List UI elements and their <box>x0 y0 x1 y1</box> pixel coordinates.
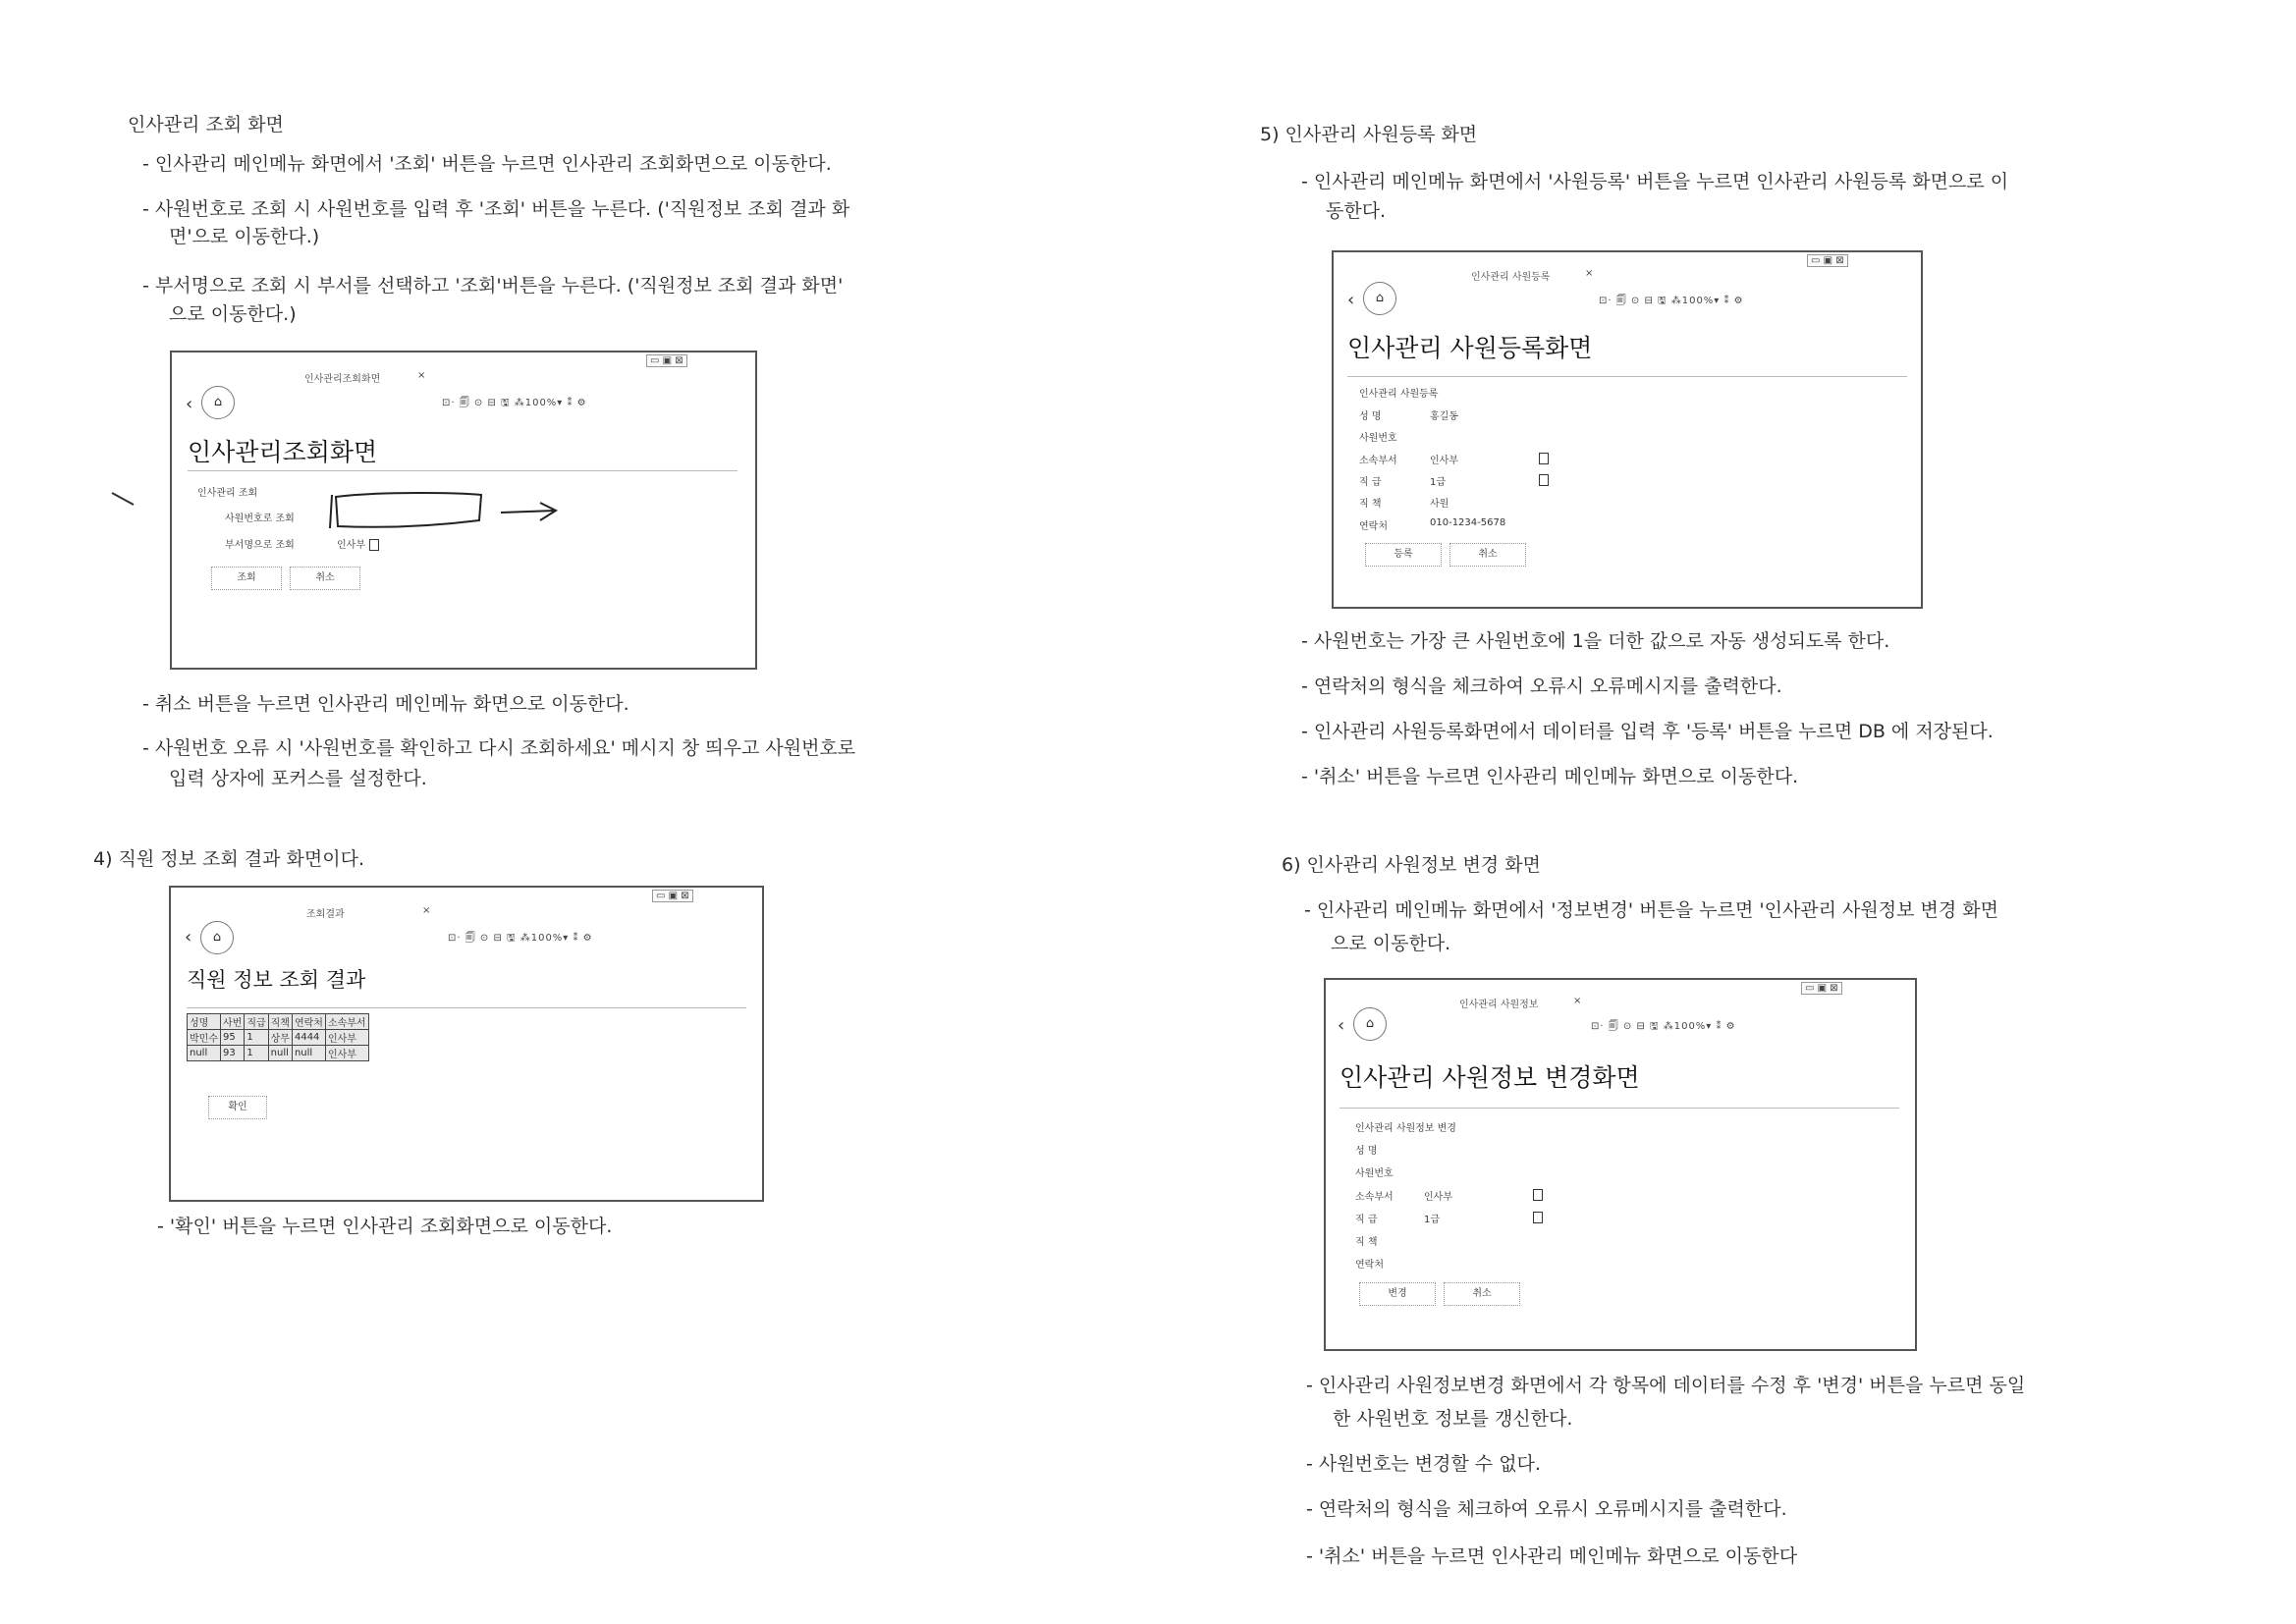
field-label: 직 책 <box>1359 499 1382 510</box>
position-input[interactable]: 사원 <box>1430 499 1449 510</box>
contact-input[interactable]: 010-1234-5678 <box>1430 517 1506 528</box>
bullet: - 인사관리 사원정보변경 화면에서 각 항목에 데이터를 수정 후 '변경' 버튼을 누르면 동일 <box>1306 1375 2026 1396</box>
cancel-button[interactable]: 취소 <box>1444 1282 1520 1306</box>
confirm-button[interactable]: 확인 <box>208 1096 267 1119</box>
table-cell: null <box>268 1046 292 1061</box>
rank-select[interactable]: 1급 <box>1430 477 1447 488</box>
dept-select[interactable]: 인사부 <box>1430 456 1458 466</box>
chevron-down-icon[interactable] <box>1533 1189 1543 1201</box>
bullet: - 인사관리 메인메뉴 화면에서 '조회' 버튼을 누르면 인사관리 조회화면으로 이동한다. <box>142 153 832 175</box>
form-section-label: 인사관리 조회 <box>197 488 258 499</box>
table-header-row <box>188 1014 369 1030</box>
browser-toolbar[interactable]: ⊡· 🗐 ⊙ ⊟ 🖫 ⁂100%▾ ⁑ ⚙ <box>1599 296 1744 306</box>
screenshot-results <box>169 886 764 1202</box>
bullet-cont: 으로 이동한다.) <box>169 303 297 325</box>
bullet: - '확인' 버튼을 누르면 인사관리 조회화면으로 이동한다. <box>157 1216 613 1237</box>
dept-select[interactable]: 인사부 <box>1424 1192 1452 1203</box>
column-header: 직급 <box>245 1014 268 1030</box>
column-header: 사번 <box>220 1014 244 1030</box>
screenshot-register <box>1332 250 1923 609</box>
table-row <box>188 1030 369 1046</box>
bullet: - '취소' 버튼을 누르면 인사관리 메인메뉴 화면으로 이동한다. <box>1301 766 1799 787</box>
search-by-id-label: 사원번호로 조회 <box>225 514 295 524</box>
bullet-cont: 면'으로 이동한다.) <box>169 226 320 247</box>
browser-toolbar[interactable]: ⊡· 🗐 ⊙ ⊟ 🖫 ⁂100%▾ ⁑ ⚙ <box>1591 1021 1736 1032</box>
handwritten-annotation-icon <box>324 483 619 552</box>
rank-select[interactable]: 1급 <box>1424 1215 1441 1225</box>
browser-tab[interactable]: 조회결과 <box>306 909 345 920</box>
home-icon[interactable]: ⌂ <box>1363 282 1396 315</box>
close-icon[interactable]: × <box>1585 268 1594 279</box>
column-header: 소속부서 <box>325 1014 368 1030</box>
home-icon[interactable]: ⌂ <box>1353 1007 1387 1041</box>
back-icon[interactable]: ‹ <box>185 927 192 947</box>
bullet: - 사원번호는 변경할 수 없다. <box>1306 1453 1541 1475</box>
window-controls[interactable]: ▭ ▣ ⊠ <box>1801 982 1842 995</box>
field-label: 사원번호 <box>1359 433 1397 444</box>
table-cell: 1 <box>245 1046 268 1061</box>
field-label: 직 급 <box>1359 477 1382 488</box>
bullet: - 인사관리 사원등록화면에서 데이터를 입력 후 '등록' 버튼을 누르면 DB 에 저장된다. <box>1301 721 1994 742</box>
window-controls[interactable]: ▭ ▣ ⊠ <box>646 354 687 367</box>
column-header: 성명 <box>188 1014 221 1030</box>
stray-mark <box>110 491 139 511</box>
close-icon[interactable]: × <box>422 905 431 916</box>
table-row <box>188 1046 369 1061</box>
bullet-cont: 으로 이동한다. <box>1331 933 1451 954</box>
field-label: 연락처 <box>1355 1260 1384 1271</box>
browser-toolbar[interactable]: ⊡· 🗐 ⊙ ⊟ 🖫 ⁂100%▾ ⁑ ⚙ <box>448 933 593 944</box>
table-cell: 1 <box>245 1030 268 1046</box>
back-icon[interactable]: ‹ <box>1347 290 1355 310</box>
section-heading: 5) 인사관리 사원등록 화면 <box>1260 124 1478 145</box>
results-table <box>187 1013 369 1061</box>
table-cell: 상무 <box>268 1030 292 1046</box>
column-header: 연락처 <box>292 1014 325 1030</box>
column-header: 직책 <box>268 1014 292 1030</box>
bullet: - 연락처의 형식을 체크하여 오류시 오류메시지를 출력한다. <box>1301 676 1782 697</box>
section-heading: 6) 인사관리 사원정보 변경 화면 <box>1282 854 1541 876</box>
home-icon[interactable]: ⌂ <box>200 921 234 954</box>
bullet: - 인사관리 메인메뉴 화면에서 '사원등록' 버튼을 누르면 인사관리 사원등록 화면으로 이 <box>1301 171 2009 192</box>
page-title: 인사관리 사원정보 변경화면 <box>1339 1063 1640 1092</box>
cancel-button[interactable]: 취소 <box>290 567 360 590</box>
browser-tab[interactable]: 인사관리조회화면 <box>304 374 381 385</box>
bullet: - 부서명으로 조회 시 부서를 선택하고 '조회'버튼을 누른다. ('직원정보 조회 결과 화면' <box>142 275 844 297</box>
bullet: - 사원번호는 가장 큰 사원번호에 1을 더한 값으로 자동 생성되도록 한다. <box>1301 630 1890 652</box>
close-icon[interactable]: × <box>1573 996 1582 1006</box>
section-heading: 4) 직원 정보 조회 결과 화면이다. <box>93 848 364 870</box>
bullet-cont: 동한다. <box>1326 200 1387 222</box>
field-label: 소속부서 <box>1359 456 1397 466</box>
bullet: - 인사관리 메인메뉴 화면에서 '정보변경' 버튼을 누르면 '인사관리 사원정보 변경 화면 <box>1304 899 1998 921</box>
field-label: 성 명 <box>1359 411 1382 422</box>
home-icon[interactable]: ⌂ <box>201 386 235 419</box>
screenshot-edit <box>1324 978 1917 1351</box>
update-button[interactable]: 변경 <box>1359 1282 1436 1306</box>
bullet-cont: 입력 상자에 포커스를 설정한다. <box>169 768 427 789</box>
table-cell: 인사부 <box>325 1046 368 1061</box>
table-cell: 93 <box>220 1046 244 1061</box>
section-heading: 인사관리 조회 화면 <box>128 114 284 135</box>
bullet-cont: 한 사원번호 정보를 갱신한다. <box>1333 1408 1573 1430</box>
browser-toolbar[interactable]: ⊡· 🗐 ⊙ ⊟ 🖫 ⁂100%▾ ⁑ ⚙ <box>442 398 587 408</box>
field-label: 사원번호 <box>1355 1168 1394 1179</box>
browser-tab[interactable]: 인사관리 사원등록 <box>1471 272 1551 283</box>
page-title: 직원 정보 조회 결과 <box>187 968 366 992</box>
form-section-label: 인사관리 사원정보 변경 <box>1355 1123 1456 1134</box>
field-label: 성 명 <box>1355 1146 1378 1157</box>
chevron-down-icon[interactable] <box>1539 474 1549 486</box>
cancel-button[interactable]: 취소 <box>1449 543 1526 567</box>
name-input[interactable]: 홍길동 <box>1430 411 1458 422</box>
table-cell: 95 <box>220 1030 244 1046</box>
page-title: 인사관리조회화면 <box>188 438 378 466</box>
window-controls[interactable]: ▭ ▣ ⊠ <box>1807 254 1848 267</box>
search-button[interactable]: 조회 <box>211 567 282 590</box>
table-cell: null <box>292 1046 325 1061</box>
close-icon[interactable]: × <box>417 370 426 381</box>
form-section-label: 인사관리 사원등록 <box>1359 389 1439 400</box>
bullet: - 연락처의 형식을 체크하여 오류시 오류메시지를 출력한다. <box>1306 1498 1787 1520</box>
bullet: - 사원번호 오류 시 '사원번호를 확인하고 다시 조회하세요' 메시지 창 띄우고 사원번호로 <box>142 737 856 759</box>
bullet: - 취소 버튼을 누르면 인사관리 메인메뉴 화면으로 이동한다. <box>142 693 629 715</box>
dept-select[interactable]: 인사부 <box>337 536 379 551</box>
browser-tab[interactable]: 인사관리 사원정보 <box>1459 1000 1539 1010</box>
page-title: 인사관리 사원등록화면 <box>1347 334 1593 362</box>
field-label: 소속부서 <box>1355 1192 1394 1203</box>
table-cell: 박민수 <box>188 1030 221 1046</box>
table-cell: null <box>188 1046 221 1061</box>
search-by-dept-label: 부서명으로 조회 <box>225 540 295 551</box>
table-cell: 인사부 <box>325 1030 368 1046</box>
bullet: - 사원번호로 조회 시 사원번호를 입력 후 '조회' 버튼을 누른다. ('직원정보 조회 결과 화 <box>142 198 850 220</box>
field-label: 연락처 <box>1359 521 1388 532</box>
chevron-down-icon[interactable] <box>1533 1212 1543 1223</box>
window-controls[interactable]: ▭ ▣ ⊠ <box>652 890 693 902</box>
field-label: 직 급 <box>1355 1215 1378 1225</box>
table-cell: 4444 <box>292 1030 325 1046</box>
back-icon[interactable]: ‹ <box>1338 1015 1345 1036</box>
bullet: - '취소' 버튼을 누르면 인사관리 메인메뉴 화면으로 이동한다 <box>1306 1545 1798 1567</box>
field-label: 직 책 <box>1355 1237 1378 1248</box>
chevron-down-icon[interactable] <box>1539 453 1549 464</box>
register-button[interactable]: 등록 <box>1365 543 1442 567</box>
back-icon[interactable]: ‹ <box>186 394 193 414</box>
